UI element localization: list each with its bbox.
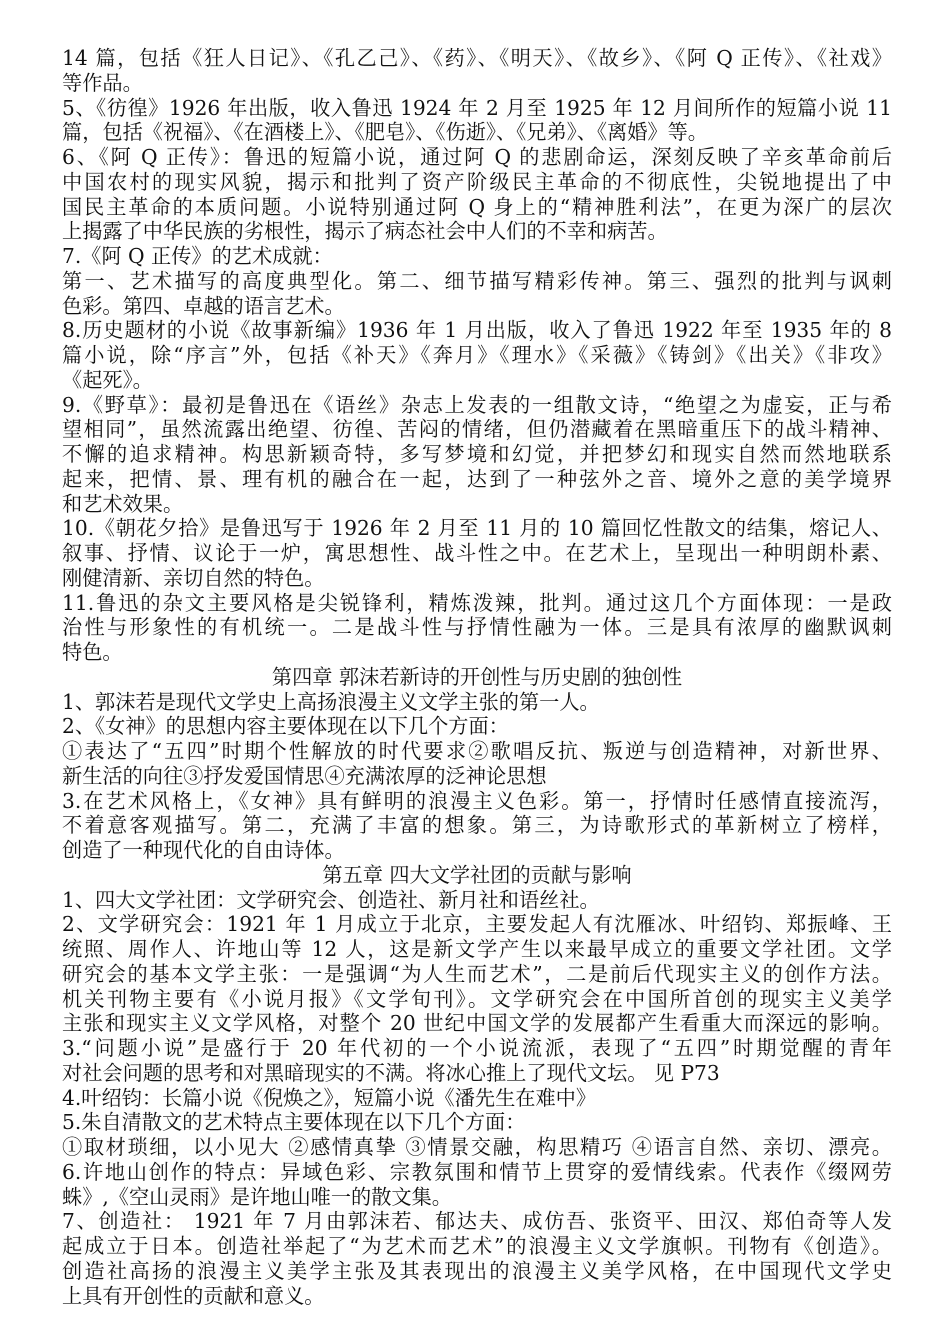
text-line: 5、《彷徨》1926 年出版，收入鲁迅 1924 年 2 月至 1925 年 12 月间所作的短篇小说 11 <box>62 95 892 120</box>
text-line: 1、四大文学社团：文学研究会、创造社、新月社和语丝社。 <box>62 887 600 912</box>
text-line: 4.叶绍钧：长篇小说《倪焕之》，短篇小说《潘先生在难中》 <box>62 1085 597 1110</box>
text-line: 和艺术效果。 <box>62 491 184 516</box>
text-line: 国民主革命的本质问题。小说特别通过阿 Q 身上的“精神胜利法”，在更为深广的层次 <box>62 194 892 219</box>
text-line: 上具有开创性的贡献和意义。 <box>62 1283 325 1308</box>
text-line: 特色。 <box>62 640 123 664</box>
text-line: 刚健清新、亲切自然的特色。 <box>62 565 325 590</box>
text-line: 创造社高扬的浪漫主义美学主张及其表现出的浪漫主义美学风格，在中国现代文学史 <box>62 1258 892 1283</box>
text-line: 叙事、抒情、议论于一炉，寓思想性、战斗性之中。在艺术上，呈现出一种明朗朴素、 <box>62 541 892 565</box>
text-line: 2、《女神》的思想内容主要体现在以下几个方面： <box>62 714 509 739</box>
text-line: 对社会问题的思考和对黑暗现实的不满。将冰心推上了现代文坛。 见 P73 <box>62 1060 720 1085</box>
text-line: 8.历史题材的小说《故事新编》1936 年 1 月出版，收入了鲁迅 1922 年至 1935 年的 8 <box>62 318 892 343</box>
text-line: 蛛》,《空山灵雨》是许地山唯一的散文集。 <box>62 1184 452 1209</box>
text-line: 3.在艺术风格上，《女神》具有鲜明的浪漫主义色彩。第一，抒情时任感情直接流泻， <box>62 788 892 813</box>
text-line: 统照、周作人、许地山等 12 人，这是新文学产生以来最早成立的重要文学社团。文学 <box>62 937 892 961</box>
text-line: 5.朱自清散文的艺术特点主要体现在以下几个方面： <box>62 1110 526 1135</box>
text-line: 起成立于日本。创造社举起了“为艺术而艺术”的浪漫主义文学旗帜。刊物有《创造》。 <box>62 1234 892 1258</box>
text-line: 主张和现实主义文学风格，对整个 20 世纪中国文学的发展都产生看重大而深远的影响。 <box>62 1011 892 1036</box>
text-line: 7.《阿 Q 正传》的艺术成就： <box>62 244 333 268</box>
text-line: 中国农村的现实风貌，揭示和批判了资产阶级民主革命的不彻底性，尖锐地提出了中 <box>62 169 892 194</box>
chapter-heading: 第五章 四大文学社团的贡献与影响 <box>322 862 632 887</box>
text-line: 望相同”，虽然流露出绝望、彷徨、苦闷的情绪，但仍潜藏着在黑暗重压下的战斗精神、 <box>62 417 892 442</box>
text-line: 篇，包括《祝福》、《在酒楼上》、《肥皂》、《伤逝》、《兄弟》、《离婚》等。 <box>62 120 708 145</box>
text-line: 不懈的追求精神。构思新颖奇特，多写梦境和幻觉，并把梦幻和现实自然而然地联系 <box>62 442 892 466</box>
text-line: 3.“问题小说”是盛行于 20 年代初的一个小说流派，表现了“五四”时期觉醒的青年 <box>62 1036 892 1060</box>
text-line: 创造了一种现代化的自由诗体。 <box>62 838 345 862</box>
text-line: 上揭露了中华民族的劣根性，揭示了病态社会中人们的不幸和病苦。 <box>62 219 668 244</box>
text-line: 篇小说，除“序言”外，包括《补天》《奔月》《理水》《采薇》《铸剑》《出关》《非攻》 <box>62 343 892 367</box>
text-line: 机关刊物主要有《小说月报》《文学旬刊》。文学研究会在中国所首创的现实主义美学 <box>62 986 892 1011</box>
text-line: 2、文学研究会：1921 年 1 月成立于北京，主要发起人有沈雁冰、叶绍钧、郑振峰、王 <box>62 912 892 937</box>
text-line: ①取材琐细，以小见大 ②感情真挚 ③情景交融，构思精巧 ④语言自然、亲切、漂亮。 <box>62 1135 892 1159</box>
text-line: 6、《阿 Q 正传》：鲁迅的短篇小说，通过阿 Q 的悲剧命运，深刻反映了辛亥革命前后 <box>62 145 892 169</box>
text-line: 10.《朝花夕拾》是鲁迅写于 1926 年 2 月至 11 月的 10 篇回忆性散文的结集，熔记人、 <box>62 516 892 541</box>
text-line: ①表达了“五四”时期个性解放的时代要求②歌唱反抗、叛逆与创造精神，对新世界、 <box>62 739 892 763</box>
text-line: 色彩。第四、卓越的语言艺术。 <box>62 293 345 318</box>
text-line: 《起死》。 <box>62 367 153 392</box>
text-line: 治性与形象性的有机统一。二是战斗性与抒情性融为一体。三是具有浓厚的幽默讽刺 <box>62 615 892 640</box>
text-line: 不着意客观描写。第二，充满了丰富的想象。第三，为诗歌形式的革新树立了榜样， <box>62 813 892 838</box>
chapter-heading: 第四章 郭沫若新诗的开创性与历史剧的独创性 <box>271 664 683 689</box>
text-line: 第一、艺术描写的高度典型化。第二、细节描写精彩传神。第三、强烈的批判与讽刺 <box>62 268 892 293</box>
text-line: 14 篇，包括《狂人日记》、《孔乙己》、《药》、《明天》、《故乡》、《阿 Q 正传》、《社戏》 <box>62 46 892 70</box>
text-line: 研究会的基本文学主张：一是强调“为人生而艺术”，二是前后代现实主义的创作方法。 <box>62 961 892 986</box>
text-line: 新生活的向往③抒发爱国情思④充满浓厚的泛神论思想 <box>62 763 547 788</box>
text-line: 起来，把情、景、理有机的融合在一起，达到了一种弦外之音、境外之意的美学境界 <box>62 466 892 491</box>
text-line: 1、郭沫若是现代文学史上高扬浪漫主义文学主张的第一人。 <box>62 689 600 714</box>
document-page <box>62 46 892 1308</box>
text-line: 9.《野草》：最初是鲁迅在《语丝》杂志上发表的一组散文诗，“绝望之为虚妄，正与希 <box>62 392 892 417</box>
text-line: 等作品。 <box>62 70 143 95</box>
text-line: 11.鲁迅的杂文主要风格是尖锐锋利，精炼泼辣，批判。通过这几个方面体现：一是政 <box>62 590 892 615</box>
text-line: 6.许地山创作的特点：异域色彩、宗教氛围和情节上贯穿的爱情线索。代表作《缀网劳 <box>62 1159 892 1184</box>
text-line: 7、创造社： 1921 年 7 月由郭沫若、郁达夫、成仿吾、张资平、田汉、郑伯奇等人发 <box>62 1209 892 1234</box>
